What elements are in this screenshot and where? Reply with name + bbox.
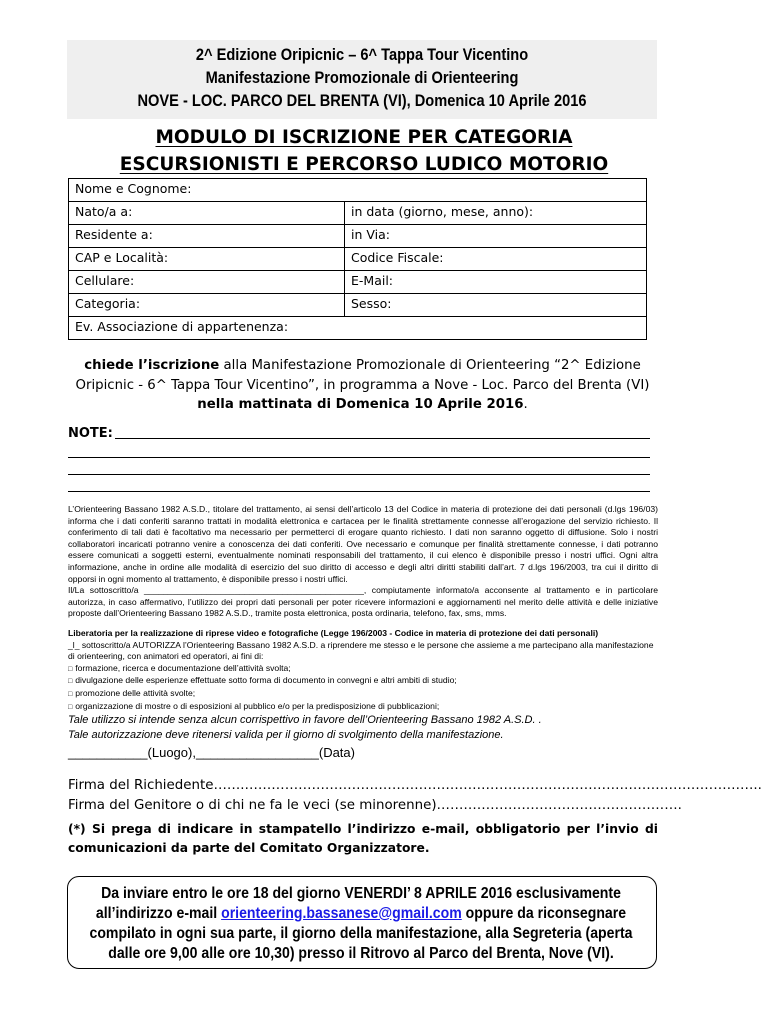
checkbox-item[interactable]: □ formazione, ricerca e documentazione dell’attività svolta; [68, 663, 658, 676]
notice-text-after: oppure da riconsegnare compilato in ogni sua parte, il giorno della manifestazione, alla Segreteria (aperta dalle ore 9,00 alle ore 10,30) presso il Ritrovo al Parco del Brenta, Nove (VI). [89, 905, 633, 962]
name-field[interactable]: Nome e Cognome: [69, 179, 647, 202]
email-footnote: (*) Si prega di indicare in stampatello l’indirizzo e-mail, obbligatorio per l’invio di comunicazioni da parte del Comitato Organizzatore. [68, 822, 658, 855]
birthplace-field[interactable]: Nato/a a: [69, 202, 345, 225]
email-link[interactable]: orienteering.bassanese@gmail.com [221, 905, 462, 922]
notes-line-2[interactable] [68, 441, 650, 458]
notes-line-1[interactable] [115, 438, 650, 439]
checkbox-item[interactable]: □ promozione delle attività svolte; [68, 688, 658, 701]
registration-form [68, 178, 647, 340]
street-field[interactable]: in Via: [345, 225, 647, 248]
checkbox-item[interactable]: □ divulgazione delle esperienze effettuate sotto forma di documento in convegni e altri ambiti di studio; [68, 675, 658, 688]
request-end: . [523, 397, 528, 412]
form-title-line2: ESCURSIONISTI E PERCORSO LUDICO MOTORIO [119, 154, 609, 175]
guardian-signature[interactable]: Firma del Genitore o di chi ne fa le veci (se minorenne)………………………………………………. [68, 797, 682, 813]
place-date-line[interactable]: ___________(Luogo),_________________(Data) [68, 745, 355, 760]
cap-city-field[interactable]: CAP e Località: [69, 248, 345, 271]
email-field[interactable]: E-Mail: [345, 271, 647, 294]
notes-label: NOTE: [68, 426, 113, 441]
request-text: alla Manifestazione Promozionale di Orienteering “2^ Edizione Oripicnic - 6^ Tappa Tour Vicentino”, in programma a Nove - Loc. Parco del Brenta (VI) [75, 358, 650, 393]
association-field[interactable]: Ev. Associazione di appartenenza: [69, 317, 647, 340]
notice-text-before: Da inviare entro le ore 18 del giorno VENERDI’ 8 APRILE 2016 esclusivamente all’indirizzo e-mail [95, 885, 621, 922]
mobile-field[interactable]: Cellulare: [69, 271, 345, 294]
event-location-date: NOVE - LOC. PARCO DEL BRENTA (VI), Domenica 10 Aprile 2016 [137, 91, 587, 110]
privacy-paragraph: L’Orienteering Bassano 1982 A.S.D., titolare del trattamento, ai sensi dell’articolo 13 del Codice in materia di protezione dei dati personali (d.lgs 196/03) informa che i dati conferiti saranno trattati in modalità elettronica e cartacea per le finalità strettamente connesse all’erogazione del servizio richiesto. Il conferimento di tali dati è facoltativo ma necessario per permetterci di erogare quanto richiesto. I dati non saranno oggetto di diffusione. Solo i nostri collaboratori incaricati potranno venire a conoscenza dei dati conferiti. Ove necessario e comunque per finalità strettamente connesse, i dati potranno essere comunicati a soggetti esterni, eventualmente nominati responsabili del trattamento, il cui elenco è disponibile presso i nostri uffici. Ogni altra informazione, anche in ordine alle modalità di esercizio del suo diritto di accesso e degli altri diritti stabiliti dall’art. 7 d.lgs 196/2003, tra cui il diritto di opporsi in ogni momento al trattamento, è disponibile presso i nostri uffici. [68, 504, 658, 584]
signatures [68, 776, 762, 815]
tax-code-field[interactable]: Codice Fiscale: [345, 248, 647, 271]
category-field[interactable]: Categoria: [69, 294, 345, 317]
request-date: nella mattinata di Domenica 10 Aprile 2016 [197, 397, 524, 412]
event-subtitle: Manifestazione Promozionale di Orienteering [205, 68, 519, 87]
media-release [68, 628, 658, 742]
event-edition-title: 2^ Edizione Oripicnic – 6^ Tappa Tour Vicentino [195, 45, 529, 64]
birthdate-field[interactable]: in data (giorno, mese, anno): [345, 202, 647, 225]
media-release-title: Liberatoria per la realizzazione di riprese video e fotografiche (Legge 196/2003 - Codice in materia di protezione dei dati personali) [68, 628, 599, 638]
privacy-consent: Il/La sottoscritto/a ______________________________________________, compiutamente informato/a acconsente al trattamento e in particolare autorizza, in caso affermativo, l’utilizzo dei propri dati personali per poter ricevere informazioni e aggiornamenti nel merito delle attività e delle iniziative proposte dall’Orienteering Bassano 1982 A.S.D., tramite posta elettronica, posta ordinaria, telefono, fax, sms, mms. [68, 585, 658, 619]
notes-section [68, 424, 650, 492]
applicant-signature[interactable]: Firma del Richiedente…….…………………………………………………………………………………………………….. [68, 778, 762, 793]
submission-notice [67, 876, 657, 969]
media-release-note-2: Tale autorizzazione deve ritenersi valida per il giorno di svolgimento della manifestazione. [68, 728, 504, 741]
media-release-note-1: Tale utilizzo si intende senza alcun corrispettivo in favore dell’Orienteering Bassano 1982 A.S.D. . [68, 714, 542, 727]
media-release-intro: _l_ sottoscritto/a AUTORIZZA l’Orienteering Bassano 1982 A.S.D. a riprendere me stesso e le persone che assieme a me partecipano alla manifestazione di orienteering, con animatori ed operatori, ai fini di: [68, 639, 654, 662]
privacy-notice [68, 504, 658, 620]
notes-line-4[interactable] [68, 475, 650, 492]
request-lead: chiede l’iscrizione [84, 358, 220, 373]
event-header [67, 40, 657, 119]
residence-field[interactable]: Residente a: [69, 225, 345, 248]
registration-request [70, 356, 655, 415]
notes-line-3[interactable] [68, 458, 650, 475]
form-title [67, 124, 661, 178]
form-title-line1: MODULO DI ISCRIZIONE PER CATEGORIA [155, 127, 573, 148]
checkbox-item[interactable]: □ organizzazione di mostre o di esposizioni al pubblico e/o per la predisposizione di pubblicazioni; [68, 701, 658, 714]
sex-field[interactable]: Sesso: [345, 294, 647, 317]
